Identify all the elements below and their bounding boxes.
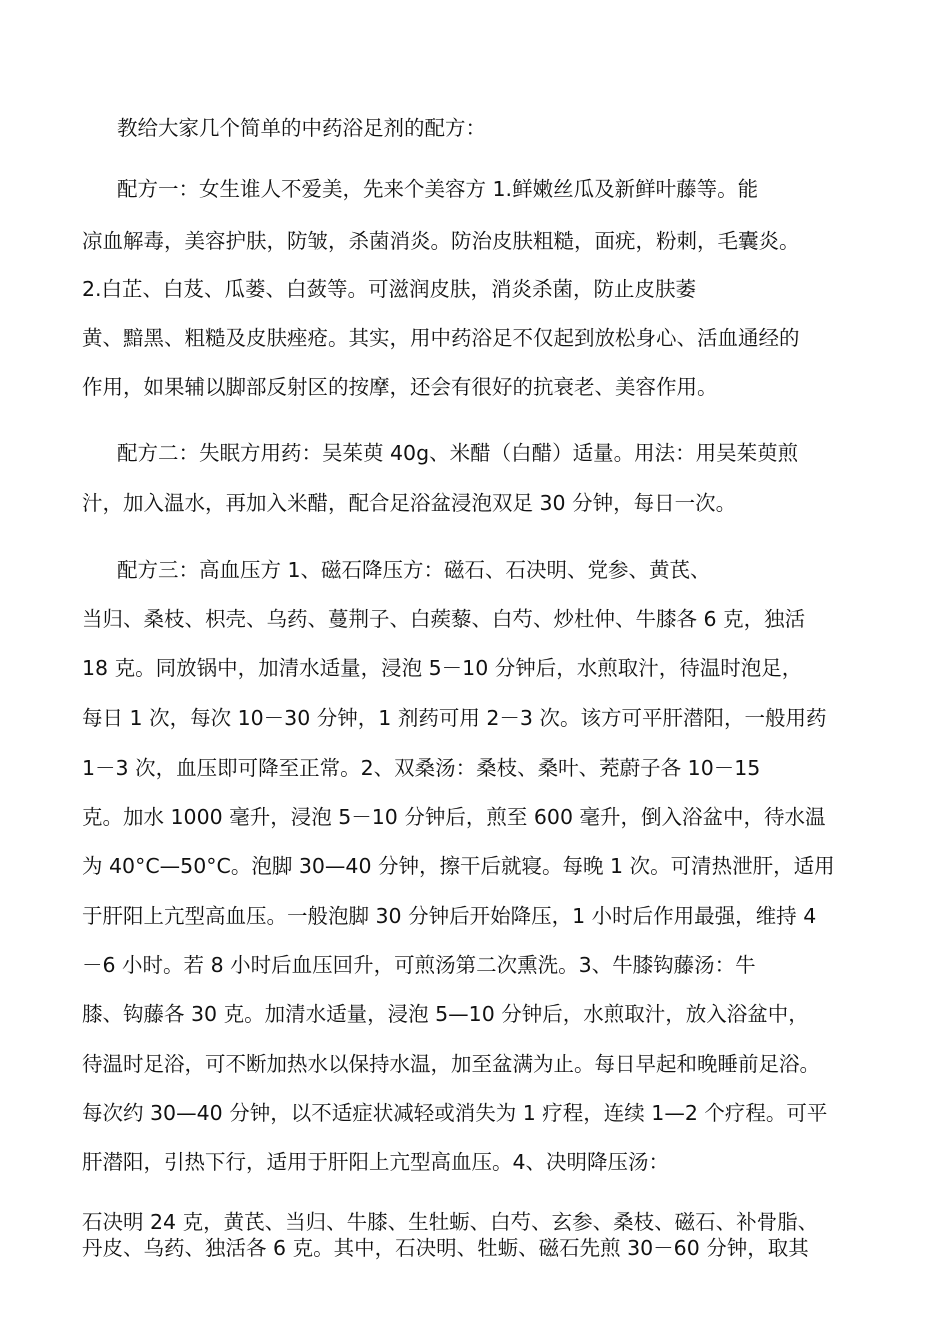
recipe-1-line: 作用，如果辅以脚部反射区的按摩，还会有很好的抗衰老、美容作用。	[82, 375, 718, 399]
recipe-3-line: 克。加水 1000 毫升，浸泡 5－10 分钟后，煎至 600 毫升，倒入浴盆中，待水温	[82, 805, 826, 829]
recipe-3-line: －6 小时。若 8 小时后血压回升，可煎汤第二次熏洗。3、牛膝钩藤汤：牛	[82, 953, 756, 977]
recipe-3-line: 配方三：高血压方 1、磁石降压方：磁石、石决明、党参、黄芪、	[117, 558, 711, 582]
recipe-3-line: 18 克。同放锅中，加清水适量，浸泡 5－10 分钟后，水煎取汁，待温时泡足，	[82, 656, 803, 680]
recipe-2-line: 配方二：失眠方用药：吴茱萸 40g、米醋（白醋）适量。用法：用吴茱萸煎	[117, 441, 799, 465]
recipe-3-line: 每日 1 次，每次 10－30 分钟，1 剂药可用 2－3 次。该方可平肝潜阳，一般用药	[82, 706, 827, 730]
recipe-1-line: 2.白芷、白芨、瓜蒌、白蔹等。可滋润皮肤，消炎杀菌，防止皮肤萎	[82, 277, 697, 301]
intro-line: 教给大家几个简单的中药浴足剂的配方：	[117, 116, 486, 140]
recipe-3-line: 膝、钩藤各 30 克。加清水适量，浸泡 5—10 分钟后，水煎取汁，放入浴盆中，	[82, 1002, 809, 1026]
recipe-2-line: 汁，加入温水，再加入米醋，配合足浴盆浸泡双足 30 分钟，每日一次。	[82, 491, 737, 515]
recipe-1-line: 配方一：女生谁人不爱美，先来个美容方 1.鲜嫩丝瓜及新鲜叶藤等。能	[117, 177, 759, 201]
recipe-3-line: 肝潜阳，引热下行，适用于肝阳上亢型高血压。4、决明降压汤：	[82, 1150, 670, 1174]
recipe-3-line: 石决明 24 克，黄芪、当归、牛膝、生牡蛎、白芍、玄参、桑枝、磁石、补骨脂、	[82, 1210, 819, 1234]
recipe-1-line: 黄、黯黑、粗糙及皮肤痤疮。其实，用中药浴足不仅起到放松身心、活血通经的	[82, 326, 800, 350]
recipe-3-line: 待温时足浴，可不断加热水以保持水温，加至盆满为止。每日早起和晚睡前足浴。	[82, 1052, 820, 1076]
recipe-3-line: 每次约 30—40 分钟，以不适症状减轻或消失为 1 疗程，连续 1—2 个疗程。可平	[82, 1101, 828, 1125]
recipe-3-line: 为 40°C—50°C。泡脚 30—40 分钟，擦干后就寝。每晚 1 次。可清热泄肝，适用	[82, 854, 835, 878]
recipe-3-line: 当归、桑枝、枳壳、乌药、蔓荆子、白蒺藜、白芍、炒杜仲、牛膝各 6 克，独活	[82, 607, 806, 631]
recipe-3-line: 于肝阳上亢型高血压。一般泡脚 30 分钟后开始降压，1 小时后作用最强，维持 4	[82, 904, 817, 928]
recipe-1-line: 凉血解毒，美容护肤，防皱，杀菌消炎。防治皮肤粗糙，面疣，粉刺，毛囊炎。	[82, 229, 800, 253]
recipe-3-line: 1－3 次，血压即可降至正常。2、双桑汤：桑枝、桑叶、茺蔚子各 10－15	[82, 756, 761, 780]
recipe-3-line: 丹皮、乌药、独活各 6 克。其中，石决明、牡蛎、磁石先煎 30－60 分钟，取其	[82, 1236, 809, 1260]
